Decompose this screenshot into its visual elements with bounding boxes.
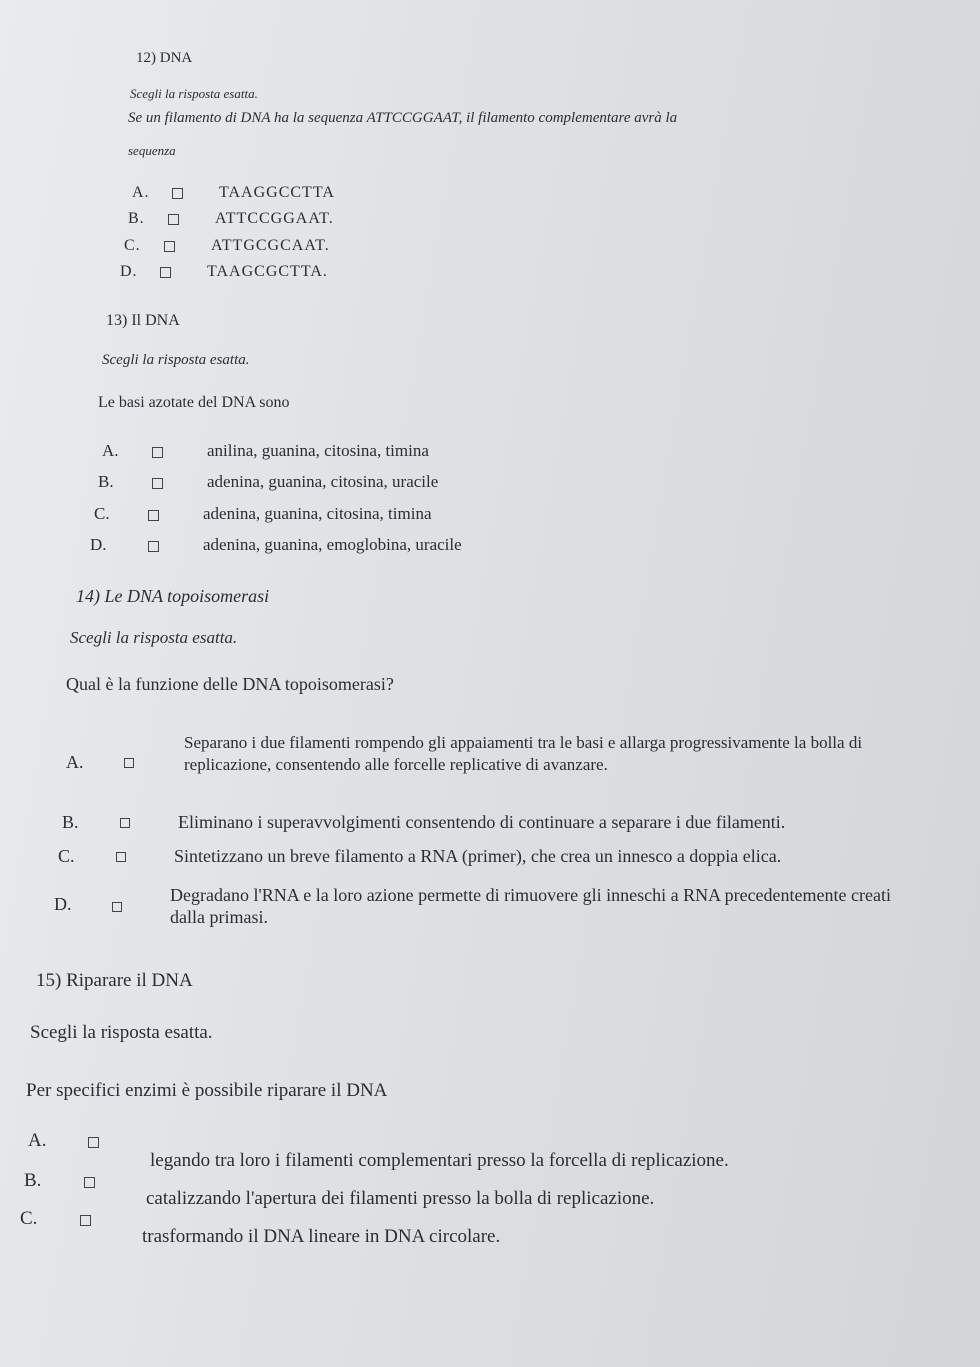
- option-letter: D.: [54, 894, 72, 914]
- q12-prompt: Se un filamento di DNA ha la sequenza ATTCCGGAAT, il filamento complementare avrà la: [128, 110, 678, 126]
- checkbox[interactable]: [116, 852, 126, 862]
- option-letter: C.: [58, 846, 75, 866]
- checkbox[interactable]: [80, 1215, 91, 1226]
- option-text: adenina, guanina, citosina, uracile: [207, 472, 439, 491]
- q13-title: 13) Il DNA: [106, 312, 180, 329]
- q14-instruction: Scegli la risposta esatta.: [70, 628, 238, 647]
- checkbox[interactable]: [164, 241, 175, 252]
- option-letter: D.: [90, 535, 107, 554]
- q15-instruction: Scegli la risposta esatta.: [30, 1022, 213, 1043]
- checkbox[interactable]: [112, 902, 122, 912]
- option-text: legando tra loro i filamenti complementari presso la forcella di replicazione.: [150, 1150, 729, 1171]
- q15-prompt: Per specifici enzimi è possibile riparare il DNA: [26, 1080, 388, 1101]
- option-text: Degradano l'RNA e la loro azione permette di rimuovere gli inneschi a RNA precedentemente creati dalla primasi.: [170, 885, 891, 927]
- option-letter: A.: [102, 441, 119, 460]
- option-text: Separano i due filamenti rompendo gli appaiamenti tra le basi e allarga progressivamente la bolla di replicazione, consentendo alle forcelle replicative di avanzare.: [184, 733, 863, 774]
- q13-option-a[interactable]: [102, 441, 429, 461]
- option-text: Eliminano i superavvolgimenti consentendo di continuare a separare i due filamenti.: [178, 812, 786, 832]
- q12-option-a[interactable]: [132, 184, 335, 202]
- q13-prompt: Le basi azotate del DNA sono: [98, 394, 290, 411]
- checkbox[interactable]: [148, 510, 159, 521]
- option-text: ATTCCGGAAT.: [215, 210, 334, 227]
- option-letter: B.: [24, 1170, 42, 1191]
- checkbox[interactable]: [120, 818, 130, 828]
- option-text: TAAGGCCTTA: [219, 184, 335, 201]
- checkbox[interactable]: [88, 1137, 99, 1148]
- option-letter: C.: [94, 504, 110, 523]
- option-letter: A.: [66, 752, 84, 772]
- option-text: anilina, guanina, citosina, timina: [207, 441, 429, 460]
- q12-title: 12) DNA: [136, 50, 193, 66]
- checkbox[interactable]: [160, 267, 171, 278]
- option-text: ATTGCGCAAT.: [211, 237, 330, 254]
- option-text: TAAGCGCTTA.: [207, 263, 328, 280]
- q14-title: 14) Le DNA topoisomerasi: [76, 586, 270, 606]
- option-text: Sintetizzano un breve filamento a RNA (primer), che crea un innesco a doppia elica.: [174, 846, 782, 866]
- option-letter: A.: [132, 184, 150, 201]
- q14-prompt: Qual è la funzione delle DNA topoisomerasi?: [66, 674, 394, 694]
- option-letter: C.: [124, 237, 141, 254]
- checkbox[interactable]: [84, 1177, 95, 1188]
- q15-title: 15) Riparare il DNA: [36, 970, 193, 991]
- option-text: adenina, guanina, citosina, timina: [203, 504, 432, 523]
- option-letter: A.: [28, 1130, 47, 1151]
- option-letter: C.: [20, 1208, 38, 1229]
- checkbox[interactable]: [124, 758, 134, 768]
- checkbox[interactable]: [172, 188, 183, 199]
- checkbox[interactable]: [152, 447, 163, 458]
- q12-option-d[interactable]: [120, 263, 328, 281]
- option-letter: B.: [98, 472, 114, 491]
- q13-instruction: Scegli la risposta esatta.: [102, 352, 250, 368]
- q12-instruction: Scegli la risposta esatta.: [130, 86, 258, 101]
- option-letter: B.: [62, 812, 79, 832]
- option-letter: D.: [120, 263, 138, 280]
- option-text: trasformando il DNA lineare in DNA circolare.: [142, 1226, 501, 1247]
- q13-option-d[interactable]: [90, 535, 462, 555]
- q13-option-b[interactable]: [98, 472, 438, 492]
- q12-option-c[interactable]: [124, 237, 330, 255]
- checkbox[interactable]: [148, 541, 159, 552]
- option-letter: B.: [128, 210, 145, 227]
- option-text: catalizzando l'apertura dei filamenti presso la bolla di replicazione.: [146, 1188, 655, 1209]
- checkbox[interactable]: [168, 214, 179, 225]
- checkbox[interactable]: [152, 478, 163, 489]
- q12-option-b[interactable]: [128, 210, 334, 228]
- q13-option-c[interactable]: [94, 504, 432, 524]
- option-text: adenina, guanina, emoglobina, uracile: [203, 535, 462, 554]
- q12-prompt-cont: sequenza: [128, 143, 176, 158]
